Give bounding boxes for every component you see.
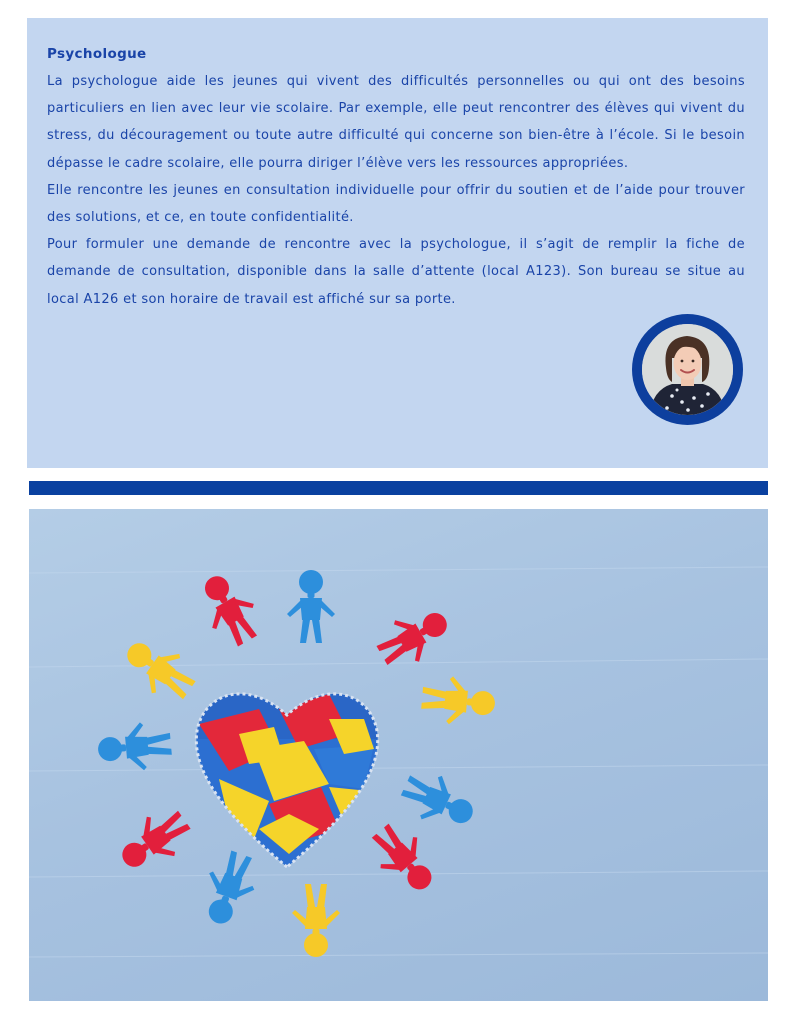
paragraph-consultation: Elle rencontre les jeunes en consultation individuelle pour offrir du soutien et de l’aide pour trouver des solutions, et ce, en toute confidentialité. bbox=[47, 182, 745, 226]
info-text-block bbox=[47, 41, 745, 313]
section-divider bbox=[29, 481, 768, 495]
psychologist-portrait bbox=[642, 324, 733, 415]
psychologue-info-panel bbox=[27, 18, 768, 468]
section-title: Psychologue bbox=[47, 46, 147, 62]
puzzle-heart-illustration bbox=[29, 509, 768, 1001]
portrait-frame bbox=[632, 314, 743, 425]
paragraph-role: La psychologue aide les jeunes qui vivent des difficultés personnelles ou qui ont des besoins particuliers en lien avec leur vie scolaire. Par exemple, elle peut rencontrer des élèves qui vivent du stress, du découragement ou toute autre difficulté qui concerne son bien-être à l’école. Si le besoin dépasse le cadre scolaire, elle pourra diriger l’élève vers les ressources appropriées. bbox=[47, 74, 745, 171]
paragraph-request: Pour formuler une demande de rencontre avec la psychologue, il s’agit de remplir la fiche de demande de consultation, disponible dans la salle d’attente (local A123). Son bureau se situe au local A126 et son horaire de travail est affiché sur sa porte. bbox=[47, 237, 745, 307]
